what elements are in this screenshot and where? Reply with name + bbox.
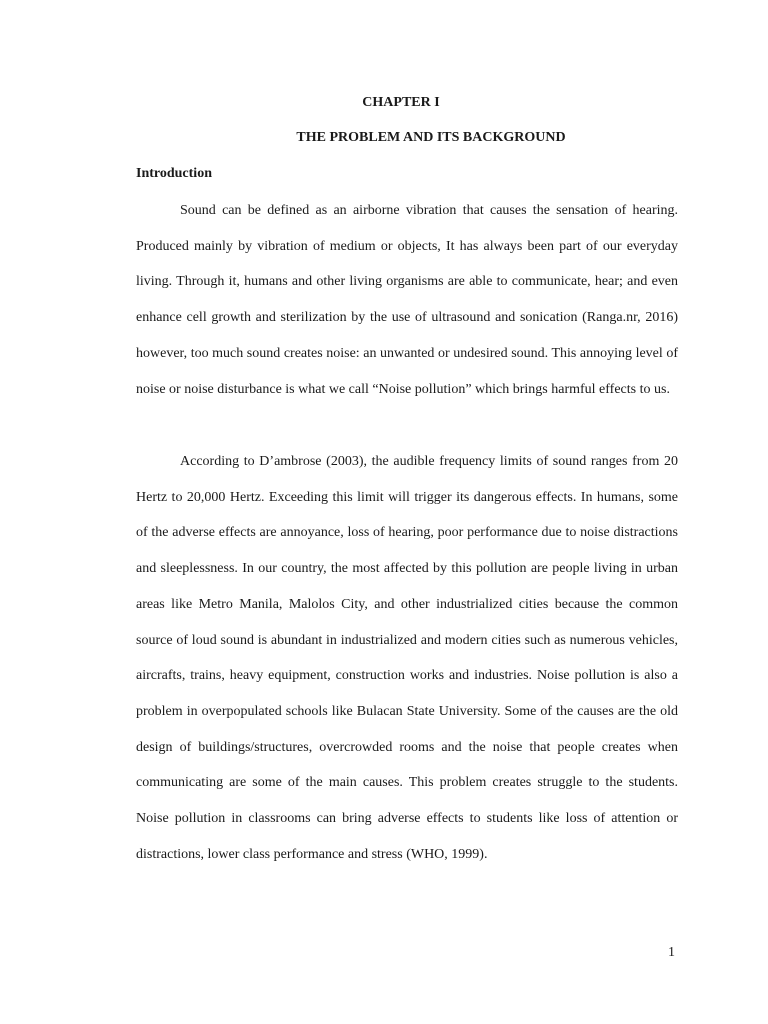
page-number: 1 [668, 945, 675, 960]
chapter-title: THE PROBLEM AND ITS BACKGROUND [296, 130, 566, 145]
paragraph-1: Sound can be defined as an airborne vibration that causes the sensation of hearing. Produced mainly by vibration of medium or objects, It has always been part of our everyday living. Through it, humans and other living organisms are able to communicate, hear; and even enhance cell growth and sterilization by the use of ultrasound and sonication (Ranga.nr, 2016) however, too much sound creates noise: an unwanted or undesired sound. This annoying level of noise or noise disturbance is what we call “Noise pollution” which brings harmful effects to us. [136, 203, 678, 397]
section-heading-introduction: Introduction [136, 166, 212, 181]
paragraph-2: According to D’ambrose (2003), the audible frequency limits of sound ranges from 20 Hertz to 20,000 Hertz. Exceeding this limit will trigger its dangerous effects. In humans, some of the adverse effects are annoyance, loss of hearing, poor performance due to noise distractions and sleeplessness. In our country, the most affected by this pollution are people living in urban areas like Metro Manila, Malolos City, and other industrialized cities because the common source of loud sound is abundant in industrialized and modern cities such as numerous vehicles, aircrafts, trains, heavy equipment, construction works and industries. Noise pollution is also a problem in overpopulated schools like Bulacan State University. Some of the causes are the old design of buildings/structures, overcrowded rooms and the noise that people creates when communicating are some of the main causes. This problem creates struggle to the students. Noise pollution in classrooms can bring adverse effects to students like loss of attention or distractions, lower class performance and stress (WHO, 1999). [136, 454, 678, 862]
chapter-heading: CHAPTER I [362, 95, 440, 110]
